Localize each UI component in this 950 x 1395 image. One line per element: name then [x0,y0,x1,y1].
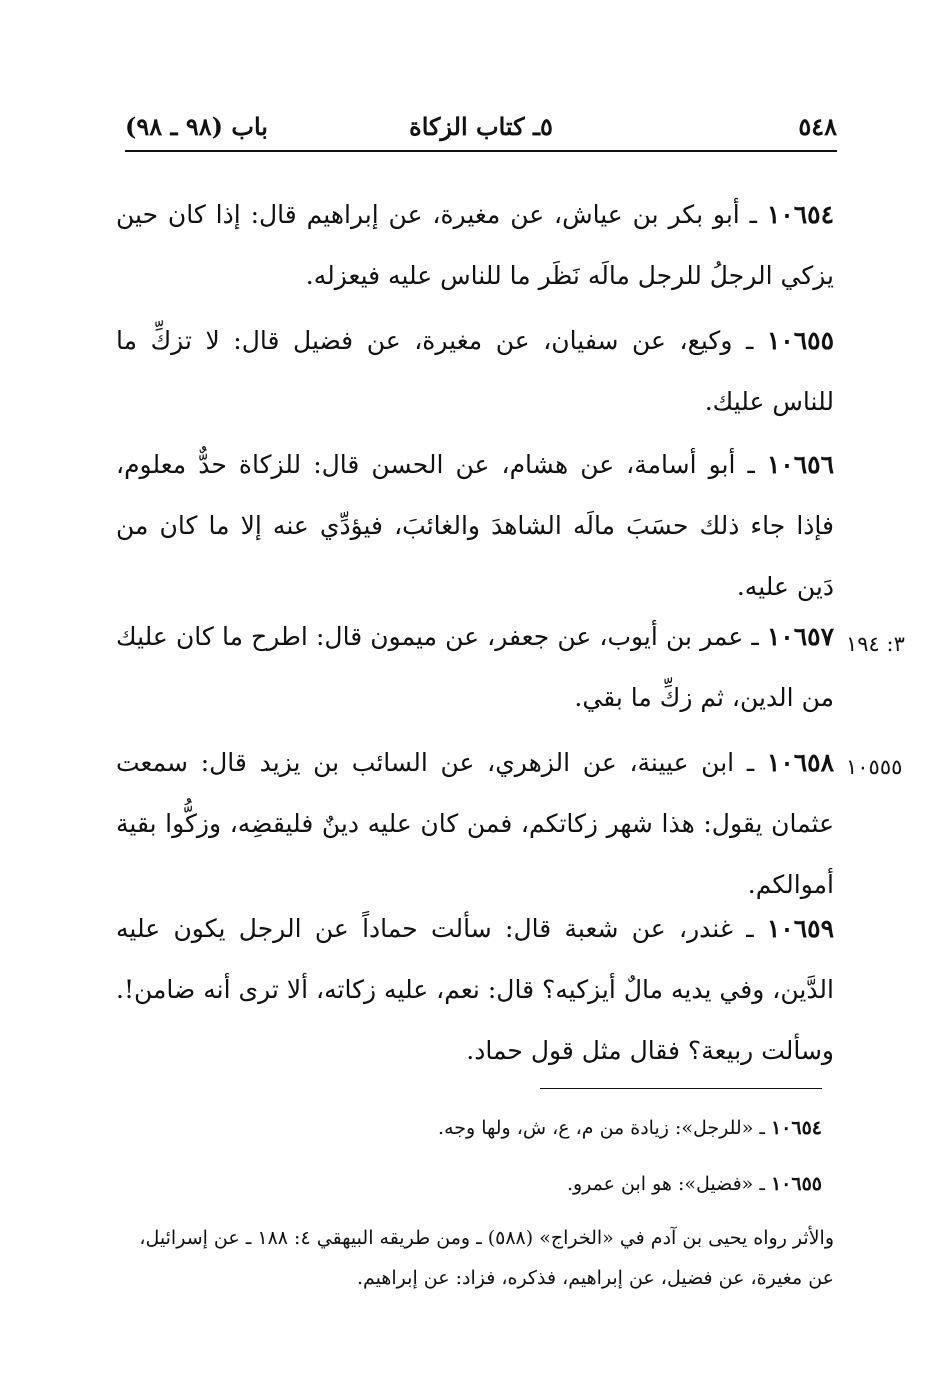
entry-number: ١٠٦٥٨ [766,748,834,777]
entry-number: ١٠٦٥٤ [766,200,834,229]
chapter-title: ٥ـ كتاب الزكاة [409,112,553,141]
entry-number: ١٠٦٥٧ [766,622,834,651]
margin-reference: ٣: ١٩٤ [846,632,905,656]
entry-text: ـ أبو أسامة، عن هشام، عن الحسن قال: للزكاة حدٌّ معلوم، فإذا جاء ذلك حسَبَ مالَه الشاهدَ والغائبَ، فيؤدِّي عنه إلا ما كان من دَين عليه. [116,450,834,601]
footnote-text: ـ «فضيل»: هو ابن عمرو. [566,1173,765,1195]
entry-10655 [116,310,834,432]
footnote [110,1164,822,1204]
footnote-text: ـ «للرجل»: زيادة من م، ع، ش، ولها وجه. [438,1117,765,1139]
section-label: باب (٩٨ ـ ٩٨) [125,112,268,141]
header-rule [125,150,837,152]
entry-10657 [116,606,834,728]
entry-number: ١٠٦٥٦ [766,450,835,479]
margin-cross-number: ١٠٥٥٥ [846,755,903,779]
entry-number: ١٠٦٥٥ [766,326,834,355]
footnote [110,1108,822,1148]
footnote-separator [540,1088,822,1089]
entry-10658 [116,732,834,915]
entry-text: ـ ابن عيينة، عن الزهري، عن السائب بن يزيد قال: سمعت عثمان يقول: هذا شهر زكاتكم، فمن كان عليه دينٌ فليقضِه، وزكُّوا بقية أموالكم. [116,748,834,899]
entry-10659 [116,898,834,1081]
entry-number: ١٠٦٥٩ [766,914,834,943]
entry-text: ـ أبو بكر بن عياش، عن مغيرة، عن إبراهيم قال: إذا كان حين يزكي الرجلُ للرجل مالَه نَظَر ما للناس عليه فيعزله. [116,200,834,290]
page-number: ٥٤٨ [798,112,837,141]
entry-text: ـ وكيع، عن سفيان، عن مغيرة، عن فضيل قال: لا تزكِّ ما للناس عليك. [116,326,834,416]
entry-text: ـ غندر، عن شعبة قال: سألت حماداً عن الرجل يكون عليه الدَّين، وفي يديه مالٌ أيزكيه؟ قال: نعم، عليه زكاته، ألا ترى أنه ضامن!. وسألت ربيعة؟ فقال مثل قول حماد. [116,914,834,1065]
entry-10654 [116,184,834,306]
footnote-number: ١٠٦٥٥ [770,1173,822,1195]
entry-10656 [116,434,834,617]
running-header [125,112,837,152]
footnote-text: والأثر رواه يحيى بن آدم في «الخراج» (٥٨٨) ـ ومن طريقه البيهقي ٤: ١٨٨ ـ عن إسرائيل، عن مغيرة، عن فضيل، عن إبراهيم، فذكره، فزاد: عن إبراهيم. [139,1227,834,1289]
footnote [120,1218,834,1298]
footnote-number: ١٠٦٥٤ [770,1117,822,1139]
entry-text: ـ عمر بن أيوب، عن جعفر، عن ميمون قال: اطرح ما كان عليك من الدين، ثم زكِّ ما بقي. [116,622,834,712]
